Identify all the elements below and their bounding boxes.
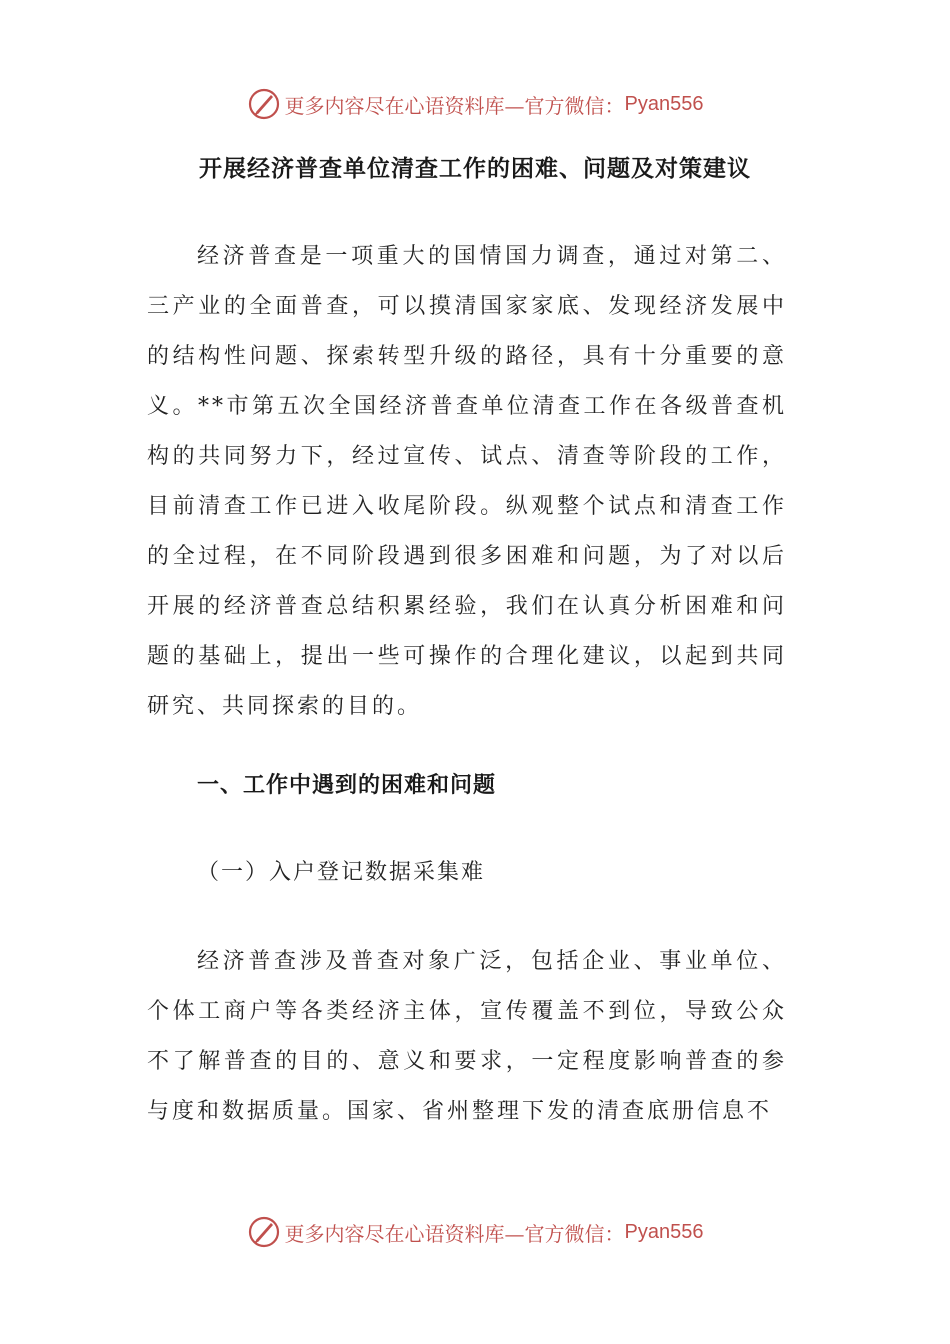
header-watermark [0, 84, 950, 124]
watermark-text: 更多内容尽在心语资料库—官方微信： [284, 93, 625, 118]
document-title: 开展经济普查单位清查工作的困难、问题及对策建议 [199, 155, 751, 182]
watermark-wechat-id: Pyan556 [624, 1220, 704, 1243]
subsection-paragraph: 经济普查涉及普查对象广泛，包括企业、事业单位、个体工商户等各类经济主体，宣传覆盖不到位，导致公众不了解普查的目的、意义和要求，一定程度影响普查的参与度和数据质量。国家、省州整理下发的清查底册信息不 [147, 949, 787, 1124]
quill-logo-icon [247, 1215, 281, 1249]
subsection-heading: （一）入户登记数据采集难 [197, 860, 486, 885]
section-heading: 一、工作中遇到的困难和问题 [197, 772, 497, 798]
quill-logo-icon [247, 87, 281, 121]
footer-watermark [0, 1212, 950, 1252]
watermark-wechat-id: Pyan556 [624, 92, 704, 115]
intro-paragraph: 经济普查是一项重大的国情国力调查，通过对第二、三产业的全面普查，可以摸清国家家底、发现经济发展中的结构性问题、探索转型升级的路径，具有十分重要的意义。**市第五次全国经济普查单位清查工作在各级普查机构的共同努力下，经过宣传、试点、清查等阶段的工作，目前清查工作已进入收尾阶段。纵观整个试点和清查工作的全过程，在不同阶段遇到很多困难和问题，为了对以后开展的经济普查总结积累经验，我们在认真分析困难和问题的基础上，提出一些可操作的合理化建议，以起到共同研究、共同探索的目的。 [147, 244, 787, 719]
watermark-text: 更多内容尽在心语资料库—官方微信： [284, 1221, 625, 1246]
